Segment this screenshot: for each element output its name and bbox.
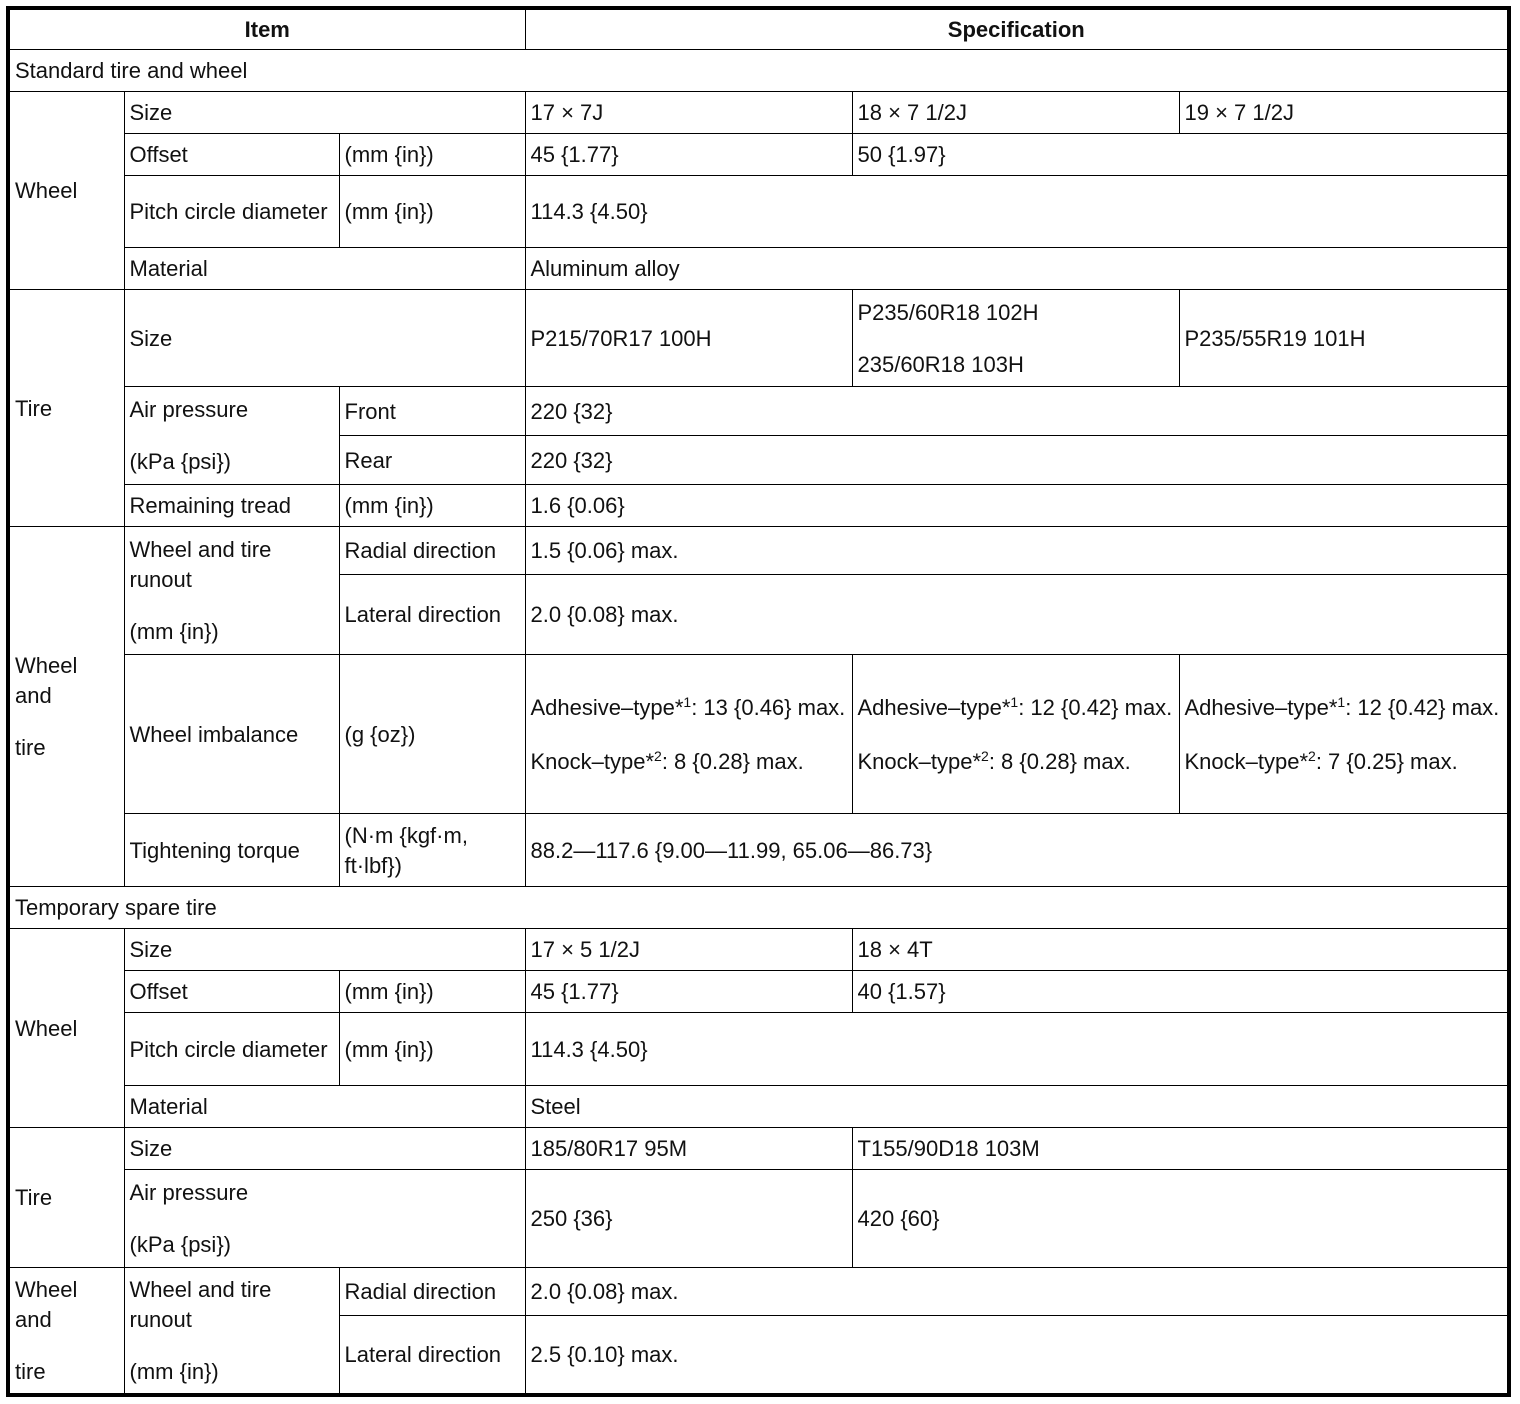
header-item: Item <box>8 8 525 50</box>
value-cell: Aluminum alloy <box>525 248 1509 290</box>
adhesive-value: : 13 {0.46} max. <box>691 694 846 720</box>
value-cell: 2.5 {0.10} max. <box>525 1316 1509 1395</box>
adhesive-value: : 12 {0.42} max. <box>1345 694 1500 720</box>
header-specification: Specification <box>525 8 1509 50</box>
item-size: Size <box>124 1128 525 1170</box>
group-label-tire: Tire <box>8 290 124 527</box>
value-cell: 114.3 {4.50} <box>525 1013 1509 1086</box>
section-title-spare: Temporary spare tire <box>8 887 1509 929</box>
value-cell: 17 × 7J <box>525 92 852 134</box>
item-runout <box>124 1268 339 1395</box>
group-label-line: and <box>15 683 52 708</box>
value-cell: Steel <box>525 1086 1509 1128</box>
value-cell: 1.6 {0.06} <box>525 485 1509 527</box>
value-cell: 2.0 {0.08} max. <box>525 1268 1509 1316</box>
item-pitch-circle-diameter: Pitch circle diameter <box>124 176 339 248</box>
item-size: Size <box>124 290 525 387</box>
value-cell: 420 {60} <box>852 1170 1509 1268</box>
sub-item-lateral: Lateral direction <box>339 575 525 655</box>
item-size: Size <box>124 929 525 971</box>
knock-value: : 8 {0.28} max. <box>988 748 1131 774</box>
knock-value: : 7 {0.25} max. <box>1315 748 1458 774</box>
value-cell: P235/55R19 101H <box>1179 290 1509 387</box>
table-row <box>8 1013 1509 1086</box>
unit-cell: (g {oz}) <box>339 655 525 814</box>
table-row <box>8 387 1509 436</box>
unit-cell: (mm {in}) <box>339 176 525 248</box>
footnote-mark: 1 <box>1337 693 1346 710</box>
item-runout <box>124 527 339 655</box>
item-label: Wheel and tire runout <box>129 537 272 592</box>
footnote-mark: 1 <box>1010 693 1019 710</box>
value-cell: 40 {1.57} <box>852 971 1509 1013</box>
sub-item-lateral: Lateral direction <box>339 1316 525 1395</box>
table-row <box>8 1170 1509 1268</box>
value-cell: 220 {32} <box>525 436 1509 485</box>
spec-table <box>6 6 1511 1397</box>
footnote-mark: 2 <box>981 747 989 764</box>
unit-cell: (mm {in}) <box>339 971 525 1013</box>
knock-label: Knock–type* <box>530 748 655 774</box>
table-row <box>8 1268 1509 1316</box>
item-offset: Offset <box>124 971 339 1013</box>
group-label-line: and <box>15 1306 52 1332</box>
item-tightening-torque: Tightening torque <box>124 814 339 887</box>
table-row <box>8 655 1509 814</box>
unit-label: (mm {in}) <box>129 1358 219 1384</box>
table-row <box>8 527 1509 575</box>
sub-item-front: Front <box>339 387 525 436</box>
knock-label: Knock–type* <box>857 748 982 774</box>
group-label-line: tire <box>15 1358 46 1384</box>
section-title-standard: Standard tire and wheel <box>8 50 1509 92</box>
knock-label: Knock–type* <box>1184 748 1309 774</box>
group-label-wheel: Wheel <box>8 929 124 1128</box>
table-row <box>8 92 1509 134</box>
knock-value: : 8 {0.28} max. <box>661 748 804 774</box>
table-row <box>8 176 1509 248</box>
table-row <box>8 929 1509 971</box>
value-cell: 185/80R17 95M <box>525 1128 852 1170</box>
value-cell <box>1179 655 1509 814</box>
value-cell <box>852 655 1179 814</box>
table-row <box>8 290 1509 387</box>
value-cell <box>525 655 852 814</box>
table-row <box>8 1086 1509 1128</box>
value-cell: 19 × 7 1/2J <box>1179 92 1509 134</box>
item-air-pressure <box>124 1170 525 1268</box>
table-row <box>8 248 1509 290</box>
table-row <box>8 814 1509 887</box>
item-label: Wheel and tire runout <box>129 1276 272 1332</box>
item-label: Air pressure <box>129 397 249 422</box>
value-cell: 18 × 4T <box>852 929 1509 971</box>
table-row <box>8 971 1509 1013</box>
unit-cell: (mm {in}) <box>339 134 525 176</box>
value-cell: 18 × 7 1/2J <box>852 92 1179 134</box>
adhesive-label: Adhesive–type* <box>530 694 684 720</box>
unit-cell: (mm {in}) <box>339 485 525 527</box>
value-cell: T155/90D18 103M <box>852 1128 1509 1170</box>
footnote-mark: 2 <box>654 747 662 764</box>
group-label-wheel-and-tire <box>8 1268 124 1395</box>
header-row <box>8 8 1509 50</box>
item-label: Air pressure <box>129 1180 249 1205</box>
footnote-mark: 2 <box>1308 747 1316 764</box>
tire-size-line: 235/60R18 103H <box>857 351 1024 377</box>
tire-size-line: P235/60R18 102H <box>857 299 1039 325</box>
section-row-standard <box>8 50 1509 92</box>
item-wheel-imbalance: Wheel imbalance <box>124 655 339 814</box>
table-row <box>8 134 1509 176</box>
value-cell: 220 {32} <box>525 387 1509 436</box>
table-row <box>8 485 1509 527</box>
item-offset: Offset <box>124 134 339 176</box>
value-cell: 17 × 5 1/2J <box>525 929 852 971</box>
item-material: Material <box>124 248 525 290</box>
sub-item-rear: Rear <box>339 436 525 485</box>
table-row <box>8 1128 1509 1170</box>
value-cell: 250 {36} <box>525 1170 852 1268</box>
item-size: Size <box>124 92 525 134</box>
value-cell: 45 {1.77} <box>525 134 852 176</box>
value-cell: 114.3 {4.50} <box>525 176 1509 248</box>
item-pitch-circle-diameter: Pitch circle diameter <box>124 1013 339 1086</box>
item-air-pressure <box>124 387 339 485</box>
sub-item-radial: Radial direction <box>339 1268 525 1316</box>
adhesive-label: Adhesive–type* <box>1184 694 1338 720</box>
group-label-line: Wheel <box>15 1276 78 1302</box>
value-cell: 88.2—117.6 {9.00—11.99, 65.06—86.73} <box>525 814 1509 887</box>
value-cell: 2.0 {0.08} max. <box>525 575 1509 655</box>
section-row-spare <box>8 887 1509 929</box>
unit-cell: (N·m {kgf·m, ft·lbf}) <box>339 814 525 887</box>
group-label-line: Wheel <box>15 653 78 678</box>
unit-label: (kPa {psi}) <box>129 449 231 474</box>
item-remaining-tread: Remaining tread <box>124 485 339 527</box>
unit-label: (kPa {psi}) <box>129 1232 231 1257</box>
value-cell: 50 {1.97} <box>852 134 1509 176</box>
group-label-line: tire <box>15 735 46 760</box>
item-material: Material <box>124 1086 525 1128</box>
value-cell: 1.5 {0.06} max. <box>525 527 1509 575</box>
sub-item-radial: Radial direction <box>339 527 525 575</box>
adhesive-value: : 12 {0.42} max. <box>1018 694 1173 720</box>
adhesive-label: Adhesive–type* <box>857 694 1011 720</box>
unit-cell: (mm {in}) <box>339 1013 525 1086</box>
group-label-wheel: Wheel <box>8 92 124 290</box>
unit-label: (mm {in}) <box>129 619 219 644</box>
value-cell: P215/70R17 100H <box>525 290 852 387</box>
value-cell: 45 {1.77} <box>525 971 852 1013</box>
footnote-mark: 1 <box>683 693 692 710</box>
value-cell <box>852 290 1179 387</box>
group-label-tire: Tire <box>8 1128 124 1268</box>
group-label-wheel-and-tire <box>8 527 124 887</box>
